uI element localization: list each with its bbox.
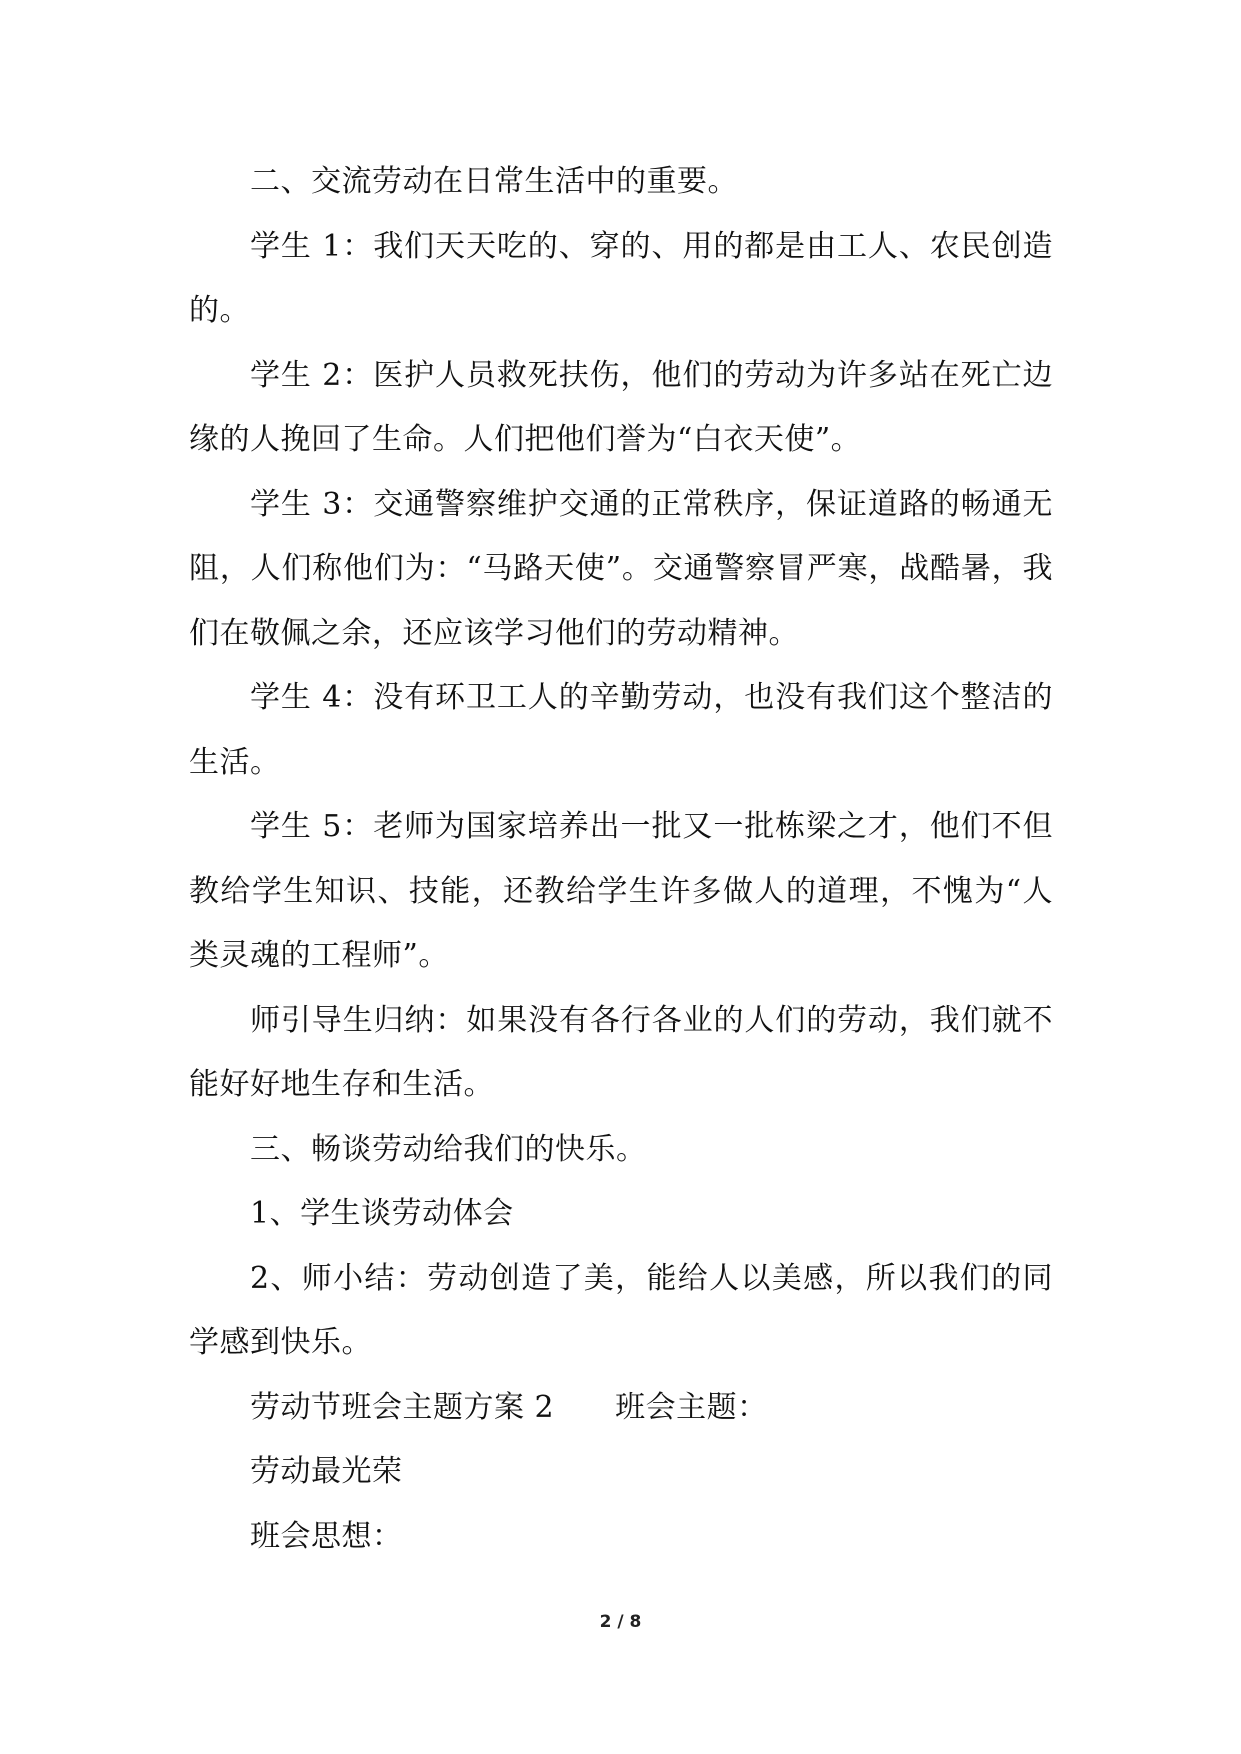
section-heading-3: 三、畅谈劳动给我们的快乐。 bbox=[250, 1131, 647, 1167]
student-3-paragraph: 学生 3：交通警察维护交通的正常秩序，保证道路的畅通无阻，人们称他们为：“马路天使”。交通警察冒严寒，战酷暑，我们在敬佩之余，还应该学习他们的劳动精神。 bbox=[189, 486, 1053, 651]
list-item-1: 1、学生谈劳动体会 bbox=[250, 1196, 514, 1231]
plan-2-heading: 劳动节班会主题方案 2 班会主题： bbox=[250, 1389, 768, 1425]
page-number: 2 / 8 bbox=[599, 1612, 642, 1632]
student-2-paragraph: 学生 2：医护人员救死扶伤，他们的劳动为许多站在死亡边缘的人挽回了生命。人们把他们誉为“白衣天使”。 bbox=[189, 357, 1053, 457]
student-5-paragraph: 学生 5：老师为国家培养出一批又一批栋梁之才，他们不但教给学生知识、技能，还教给学生许多做人的道理，不愧为“人类灵魂的工程师”。 bbox=[189, 809, 1053, 973]
class-meeting-theme: 劳动最光荣 bbox=[250, 1454, 403, 1489]
class-meeting-idea-label: 班会思想： bbox=[250, 1518, 403, 1554]
student-1-paragraph: 学生 1：我们天天吃的、穿的、用的都是由工人、农民创造的。 bbox=[189, 228, 1053, 328]
student-4-paragraph: 学生 4：没有环卫工人的辛勤劳动，也没有我们这个整洁的生活。 bbox=[189, 680, 1053, 780]
section-heading-2: 二、交流劳动在日常生活中的重要。 bbox=[250, 164, 738, 199]
document-body bbox=[189, 150, 1053, 1569]
list-item-2: 2、师小结：劳动创造了美，能给人以美感，所以我们的同学感到快乐。 bbox=[189, 1260, 1053, 1360]
teacher-summary-paragraph: 师引导生归纳：如果没有各行各业的人们的劳动，我们就不能好好地生存和生活。 bbox=[189, 1002, 1053, 1102]
